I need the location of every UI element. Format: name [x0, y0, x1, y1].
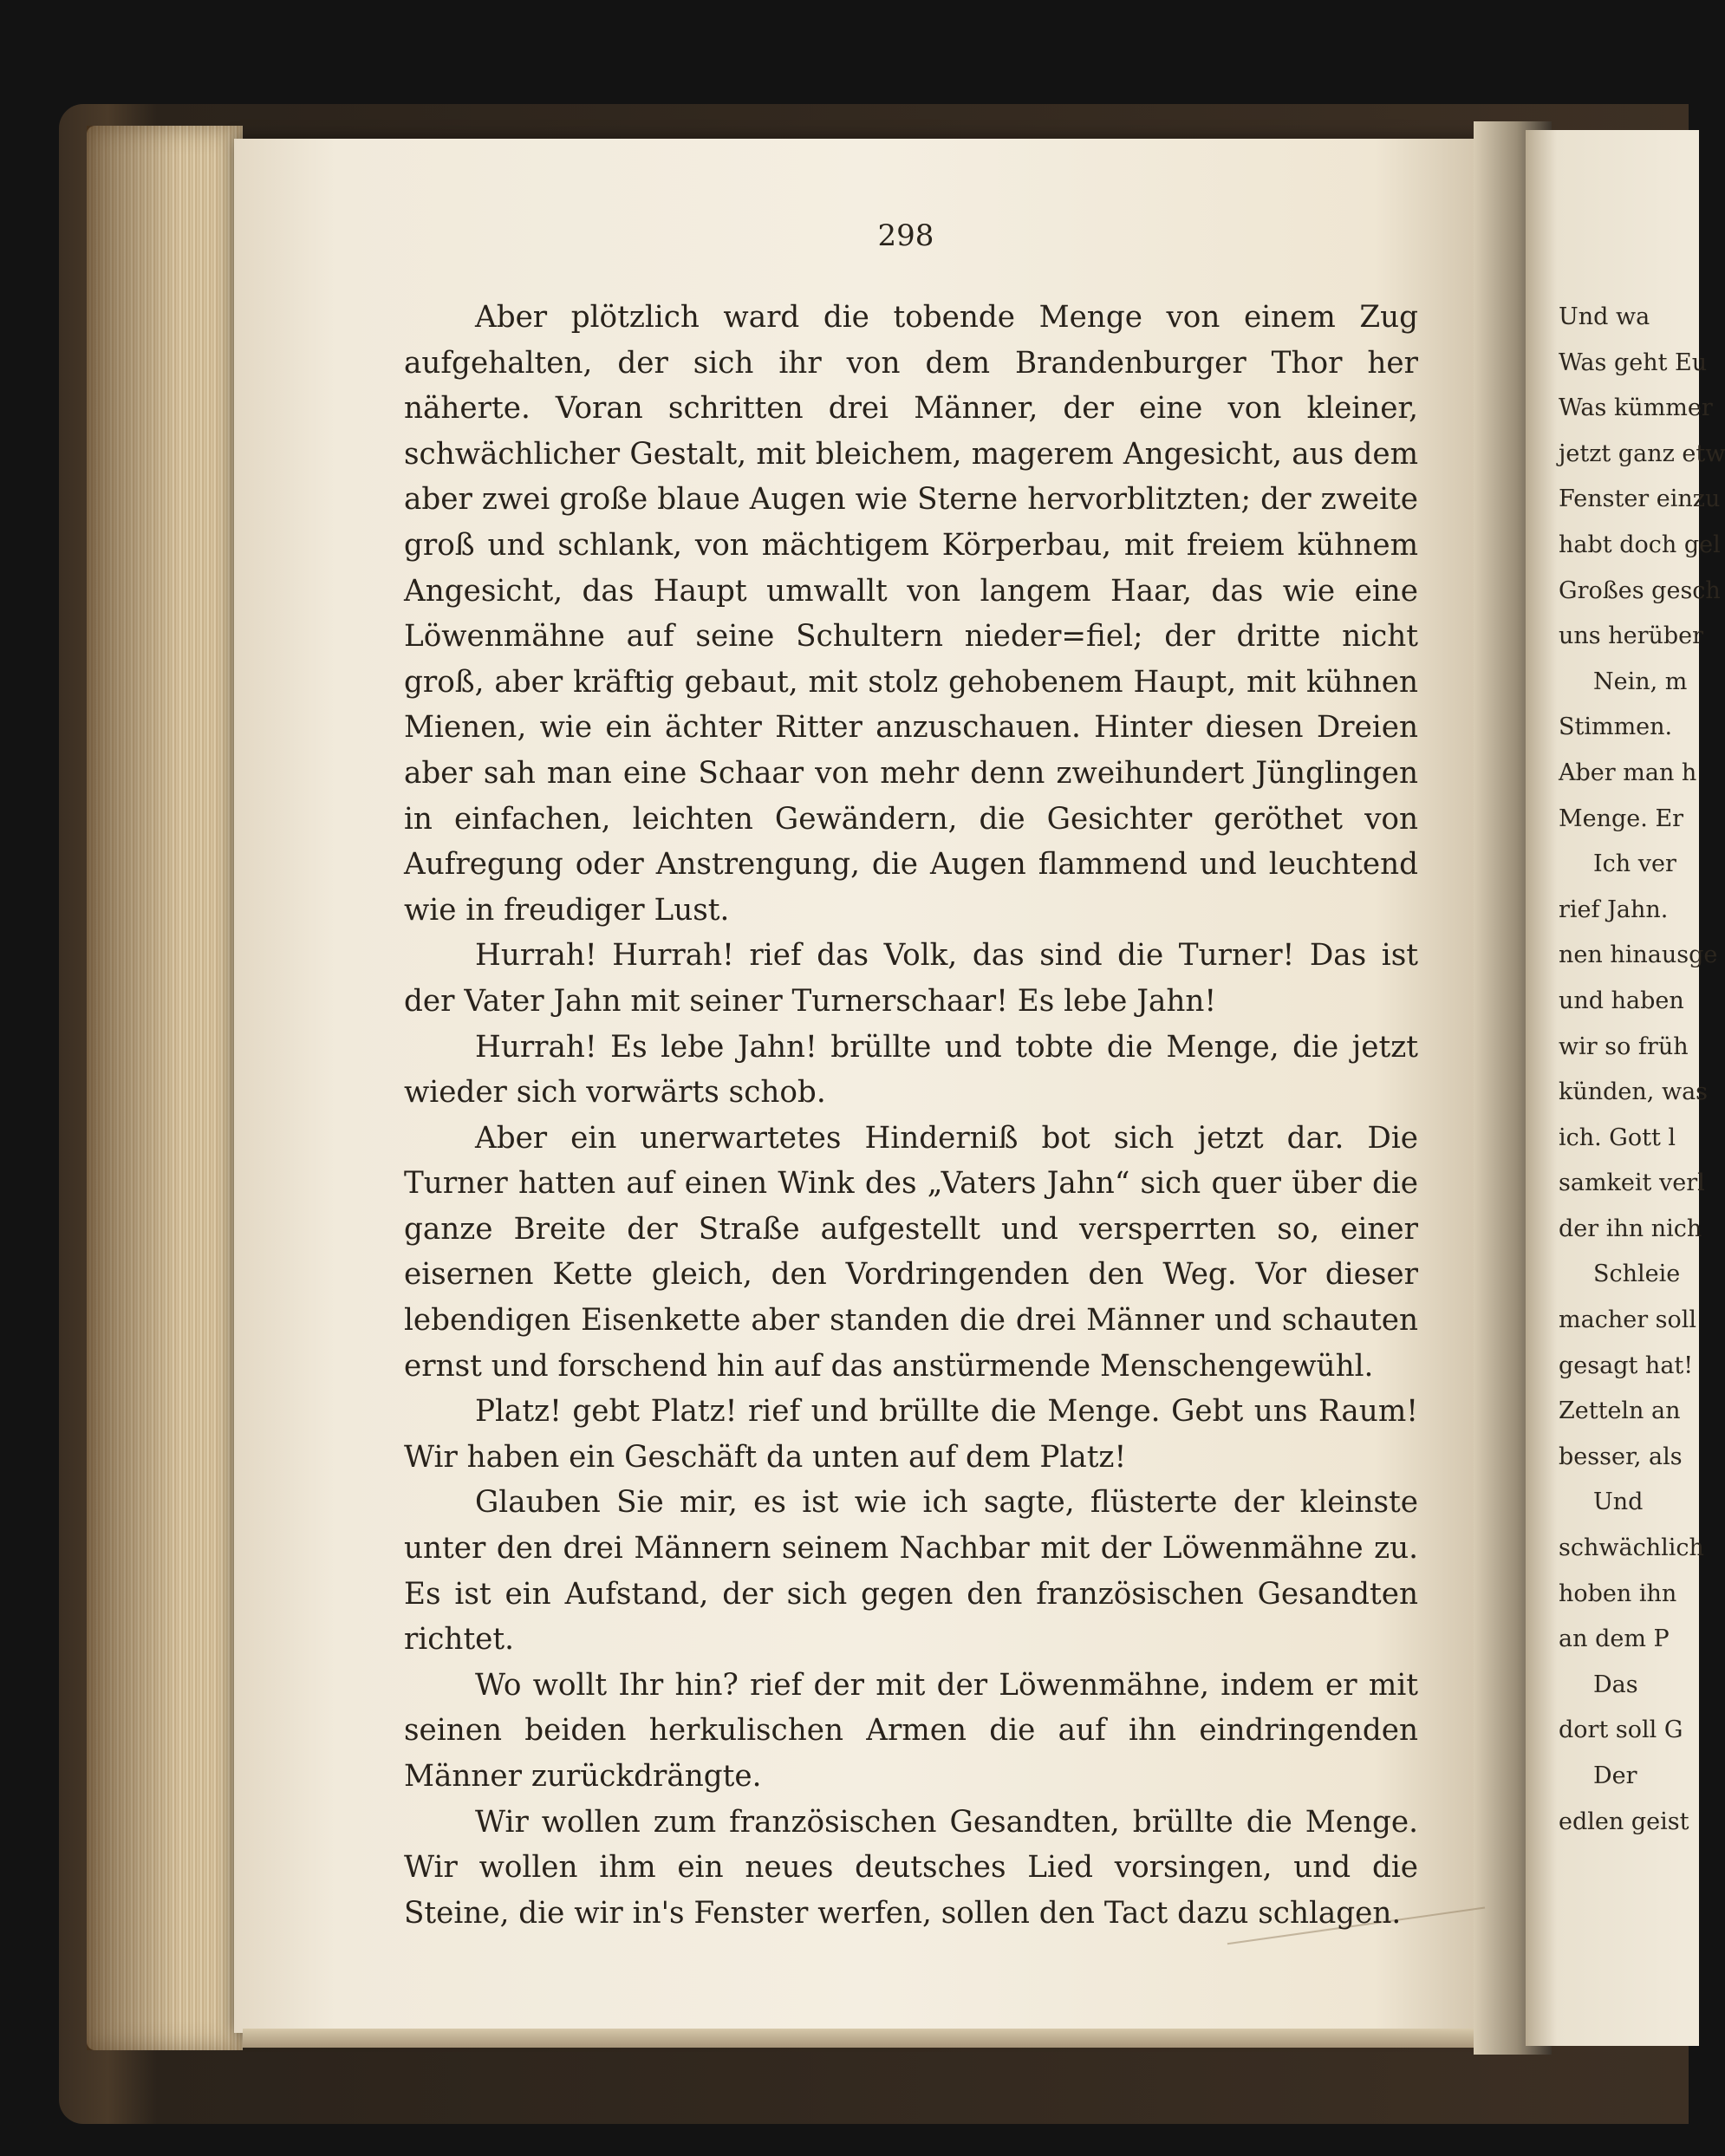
- facing-page-line: Der: [1593, 1762, 1637, 1789]
- facing-page-line: ich. Gott l: [1559, 1124, 1676, 1151]
- facing-page-line: schwächlich: [1559, 1534, 1704, 1562]
- facing-page-line: Was geht Eu: [1559, 348, 1708, 376]
- paragraph: Aber plötzlich ward die tobende Menge von einem Zug aufgehalten, der sich ihr von dem Brandenburger Thor her näherte. Voran schritten drei Männer, der eine von kleiner, schwächlicher Gestalt, mit bleichem, magerem Angesicht, aus dem aber zwei große blaue Augen wie Sterne hervorblitzten; der zweite groß und schlank, von mächtigem Körperbau, mit freiem kühnem Angesicht, das Haupt umwallt von langem Haar, das wie eine Löwenmähne auf seine Schultern nieder=fiel; der dritte nicht groß, aber kräftig gebaut, mit stolz gehobenem Haupt, mit kühnen Mienen, wie ein ächter Ritter anzuschauen. Hinter diesen Dreien aber sah man eine Schaar von mehr denn zweihundert Jünglingen in einfachen, leichten Gewändern, die Gesichter geröthet von Aufregung oder Anstrengung, die Augen flammend und leuchtend wie in freudiger Lust.: [404, 300, 1418, 928]
- facing-page-line: rief Jahn.: [1559, 896, 1669, 923]
- facing-page-line: gesagt hat!: [1559, 1352, 1694, 1379]
- page-number: 298: [877, 218, 934, 253]
- facing-page-line: besser, als: [1559, 1443, 1683, 1470]
- facing-page-line: hoben ihn: [1559, 1580, 1677, 1607]
- facing-page-line: Aber man h: [1559, 759, 1697, 786]
- paragraph: Hurrah! Es lebe Jahn! brüllte und tobte die Menge, die jetzt wieder sich vorwärts schob.: [404, 1029, 1418, 1111]
- facing-page-line: nen hinausge: [1559, 941, 1718, 969]
- paragraph: Aber ein unerwartetes Hinderniß bot sich jetzt dar. Die Turner hatten auf einen Wink des „Vaters Jahn“ sich quer über die ganze Breite der Straße aufgestellt und versperrten so, einer eisernen Kette gleich, den Vordringenden den Weg. Vor dieser lebendigen Eisenkette aber standen die drei Männer und schauten ernst und forschend hin auf das anstürmende Menschengewühl.: [404, 1120, 1418, 1384]
- facing-page-line: Was kümmer: [1559, 394, 1713, 422]
- page-body-text: [404, 295, 1418, 1936]
- paragraph: Wo wollt Ihr hin? rief der mit der Löwenmähne, indem er mit seinen beiden herkulischen Armen die auf ihn eindringenden Männer zurückdrängte.: [404, 1667, 1418, 1794]
- facing-page-line: Und wa: [1559, 303, 1650, 330]
- page-edges-shadow: [87, 126, 243, 2050]
- paragraph: Glauben Sie mir, es ist wie ich sagte, flüsterte der kleinste unter den drei Männern seinem Nachbar mit der Löwenmähne zu. Es ist ein Aufstand, der sich gegen den französischen Gesandten richtet.: [404, 1485, 1418, 1658]
- facing-page-line: dort soll G: [1559, 1716, 1683, 1744]
- facing-page-line: samkeit verl: [1559, 1169, 1705, 1197]
- paragraph: Wir wollen zum französischen Gesandten, brüllte die Menge. Wir wollen ihm ein neues deutsches Lied vorsingen, und die Steine, die wir in's Fenster werfen, sollen den Tact dazu schlagen.: [404, 1804, 1418, 1931]
- facing-page-line: der ihn nich: [1559, 1215, 1702, 1242]
- facing-page-line: Menge. Er: [1559, 804, 1684, 832]
- paragraph: Hurrah! Hurrah! rief das Volk, das sind die Turner! Das ist der Vater Jahn mit seiner Turnerschaar! Es lebe Jahn!: [404, 938, 1418, 1019]
- facing-page-line: Schleie: [1593, 1260, 1681, 1288]
- facing-page-line: Das: [1593, 1671, 1638, 1698]
- bottom-page-edge: [243, 2029, 1482, 2048]
- facing-page-line: edlen geist: [1559, 1808, 1689, 1835]
- facing-page-line: Ich ver: [1593, 850, 1676, 878]
- paragraph: Platz! gebt Platz! rief und brüllte die Menge. Gebt uns Raum! Wir haben ein Geschäft da unten auf dem Platz!: [404, 1394, 1418, 1475]
- facing-page-line: und haben: [1559, 987, 1684, 1014]
- facing-page-line: Zetteln an: [1559, 1397, 1681, 1425]
- facing-page-line: Großes gesch: [1559, 576, 1721, 604]
- facing-page-line: Und: [1593, 1488, 1644, 1516]
- facing-page-line: an dem P: [1559, 1625, 1670, 1653]
- facing-page-line: uns herüber: [1559, 622, 1704, 650]
- facing-page-line: habt doch gel: [1559, 531, 1721, 558]
- facing-page-line: jetzt ganz etw: [1559, 440, 1725, 467]
- facing-page-line: Fenster einzu: [1559, 485, 1721, 513]
- facing-page-line: wir so früh: [1559, 1032, 1689, 1060]
- facing-page-line: Nein, m: [1593, 668, 1688, 695]
- facing-page-line: Stimmen.: [1559, 713, 1673, 741]
- facing-page-text: [1559, 295, 1725, 1845]
- facing-page-line: macher soll: [1559, 1306, 1697, 1334]
- facing-page-line: künden, was: [1559, 1078, 1709, 1106]
